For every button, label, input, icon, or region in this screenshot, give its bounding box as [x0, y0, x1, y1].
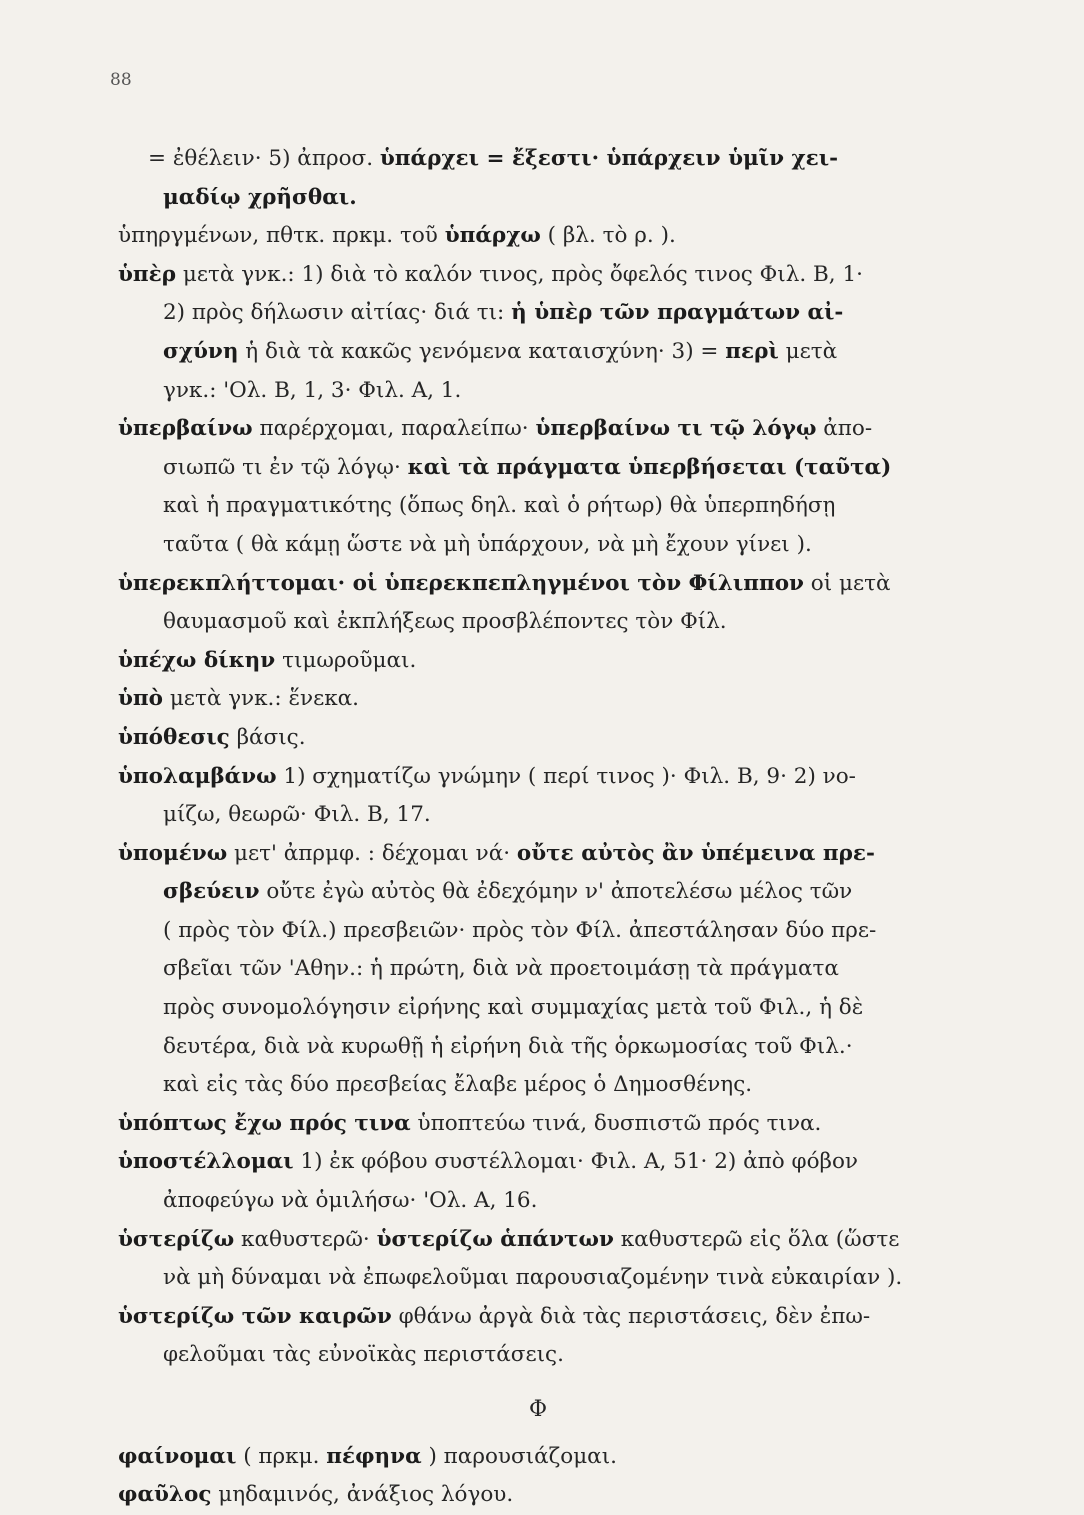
headword-text: ἡ ὑπὲρ τῶν πραγμάτων αἰ- — [511, 300, 844, 326]
headword-text: ὑπόπτως ἔχω πρός τινα — [118, 1110, 411, 1136]
section-heading-phi: Φ — [528, 1397, 548, 1422]
definition-text: φελοῦμαι τὰς εὐνοϊκὰς περιστάσεις. — [163, 1342, 564, 1368]
definition-text: φθάνω ἀργὰ διὰ τὰς περιστάσεις, δὲν ἐπω- — [391, 1303, 871, 1329]
definition-text: σιωπῶ τι ἐν τῷ λόγῳ· — [163, 454, 408, 480]
headword-text: ὑπομένω — [118, 840, 228, 866]
text-line — [118, 410, 958, 449]
definition-text: καὶ εἰς τὰς δύο πρεσβείας ἔλαβε μέρος ὁ Δημοσθένης. — [163, 1072, 753, 1098]
definition-text: 1) σχηματίζω γνώμην ( περί τινος )· Φιλ. Β, 9· 2) νο- — [276, 763, 856, 789]
definition-text: οἱ μετὰ — [803, 570, 891, 596]
text-line — [118, 1476, 958, 1515]
headword-text: ὑπόθεσις — [118, 724, 230, 750]
definition-text: βάσις. — [229, 724, 306, 750]
definition-text: ἀποφεύγω νὰ ὁμιλήσω· 'Ολ. Α, 16. — [163, 1188, 538, 1214]
definition-text: γνκ.: 'Ολ. Β, 1, 3· Φιλ. Α, 1. — [163, 377, 462, 403]
definition-text: ( πρκμ. — [236, 1443, 327, 1469]
headword-text: ὑστερίζω τῶν καιρῶν — [118, 1303, 392, 1329]
definition-text: μετ' ἀπρμφ. : δέχομαι νά· — [227, 840, 517, 866]
definition-text: ( βλ. τὸ ρ. ). — [540, 223, 676, 249]
definition-text: μετὰ — [778, 338, 838, 364]
headword-text: πέφηνα — [326, 1443, 422, 1469]
text-line — [118, 1298, 958, 1337]
headword-text: καὶ τὰ πράγματα ὑπερβήσεται (ταῦτα) — [407, 454, 892, 480]
text-line — [118, 950, 958, 989]
text-line — [118, 1143, 958, 1182]
definition-text: καθυστερῶ εἰς ὅλα (ὥστε — [613, 1226, 900, 1252]
text-line — [118, 1336, 958, 1375]
definition-text: ὑποπτεύω τινά, δυσπιστῶ πρός τινα. — [410, 1110, 822, 1136]
text-line — [118, 526, 958, 565]
text-line — [118, 1259, 958, 1298]
definition-text: μίζω, θεωρῶ· Φιλ. Β, 17. — [163, 802, 431, 828]
definition-text: ἀπο- — [816, 416, 873, 442]
text-line — [118, 835, 958, 874]
text-line — [118, 217, 958, 256]
text-line — [118, 256, 958, 295]
definition-text: δευτέρα, διὰ νὰ κυρωθῇ ἡ εἰρήνη διὰ τῆς ὁρκωμοσίας τοῦ Φιλ.· — [163, 1033, 853, 1059]
headword-text: ὑστερίζω ἁπάντων — [376, 1226, 614, 1252]
text-line — [118, 719, 958, 758]
headword-text: ὑπὸ — [118, 686, 163, 712]
definition-text: τιμωροῦμαι. — [275, 647, 417, 673]
definition-text: μηδαμινός, ἀνάξιος λόγου. — [211, 1482, 514, 1508]
text-line — [118, 333, 958, 372]
text-line — [118, 1028, 958, 1067]
definition-text: σβεῖαι τῶν 'Αθην.: ἡ πρώτη, διὰ νὰ προετοιμάσῃ τὰ πράγματα — [163, 956, 839, 982]
headword-text: ὑστερίζω — [118, 1226, 235, 1252]
headword-text: ὑπερβαίνω — [118, 416, 253, 442]
text-line — [118, 603, 958, 642]
text-line — [118, 873, 958, 912]
headword-text: οὔτε αὐτὸς ἂν ὑπέμεινα πρε- — [516, 840, 875, 866]
headword-text: ὑπάρχει = ἔξεστι· ὑπάρχειν ὑμῖν χει- — [379, 146, 839, 171]
definition-text: μετὰ γνκ.: 1) διὰ τὸ καλόν τινος, πρὸς ὄφελός τινος Φιλ. Β, 1· — [176, 261, 863, 287]
definition-text: = ἐθέλειν· 5) ἀπροσ. — [148, 146, 380, 171]
text-line — [118, 449, 958, 488]
headword-text: φαῦλος — [118, 1482, 212, 1508]
definition-text: νὰ μὴ δύναμαι νὰ ἐπωφελοῦμαι παρουσιαζομένην τινὰ εὐκαιρίαν ). — [163, 1265, 903, 1291]
headword-text: φαίνομαι — [118, 1443, 237, 1469]
definition-text: ταῦτα ( θὰ κάμῃ ὥστε νὰ μὴ ὑπάρχουν, νὰ μὴ ἔχουν γίνει ). — [163, 531, 812, 557]
text-line — [118, 1066, 958, 1105]
definition-text: ἡ διὰ τὰ κακῶς γενόμενα καταισχύνη· 3) = — [238, 338, 726, 364]
definition-text: παρέρχομαι, παραλείπω· — [252, 416, 536, 442]
definition-text: καθυστερῶ· — [234, 1226, 377, 1252]
definition-text: μετὰ γνκ.: ἕνεκα. — [163, 686, 359, 712]
entries-upsilon — [118, 140, 958, 1375]
headword-text: ὑπερβαίνω τι τῷ λόγῳ — [535, 416, 817, 442]
definition-text: καὶ ἡ πραγματικότης (ὅπως δηλ. καὶ ὁ ρήτωρ) θὰ ὑπερπηδήσῃ — [163, 493, 836, 519]
text-line — [118, 294, 958, 333]
definition-text: πρὸς συνομολόγησιν εἰρήνης καὶ συμμαχίας μετὰ τοῦ Φιλ., ἡ δὲ — [163, 995, 864, 1021]
text-line — [118, 1438, 958, 1477]
dictionary-text — [118, 140, 958, 1515]
text-line — [118, 680, 958, 719]
definition-text: 1) ἐκ φόβου συστέλλομαι· Φιλ. Α, 51· 2) ἀπὸ φόβον — [293, 1149, 858, 1175]
definition-text: οὔτε ἐγὼ αὐτὸς θὰ ἐδεχόμην ν' ἀποτελέσω μέλος τῶν — [259, 879, 853, 905]
text-line — [118, 796, 958, 835]
text-line — [118, 179, 958, 218]
text-line — [118, 140, 958, 179]
headword-text: ὑπολαμβάνω — [118, 763, 277, 789]
text-line — [118, 758, 958, 797]
text-line — [118, 1105, 958, 1144]
definition-text: ) παρουσιάζομαι. — [421, 1443, 617, 1469]
definition-text: θαυμασμοῦ καὶ ἐκπλήξεως προσβλέποντες τὸν Φίλ. — [163, 609, 727, 635]
text-line — [118, 487, 958, 526]
definition-text: ὑπηργμένων, πθτκ. πρκμ. τοῦ — [118, 223, 445, 249]
text-line — [118, 1221, 958, 1260]
text-line — [118, 989, 958, 1028]
definition-text: ( πρὸς τὸν Φίλ.) πρεσβειῶν· πρὸς τὸν Φίλ. ἀπεστάλησαν δύο πρε- — [163, 917, 877, 943]
headword-text: σχύνη — [163, 338, 239, 364]
headword-text: ὑπέχω δίκην — [118, 647, 276, 673]
headword-text: σβεύειν — [163, 879, 260, 905]
definition-text: 2) πρὸς δήλωσιν αἰτίας· διά τι: — [163, 300, 512, 326]
text-line — [118, 912, 958, 951]
page-number: 88 — [110, 70, 132, 90]
text-line — [118, 372, 958, 411]
text-line — [118, 642, 958, 681]
headword-text: μαδίῳ χρῆσθαι. — [163, 184, 357, 210]
headword-text: περὶ — [725, 338, 779, 364]
headword-text: ὑπερεκπλήττομαι· οἱ ὑπερεκπεπληγμένοι τὸν Φίλιππον — [118, 570, 804, 596]
text-line — [118, 565, 958, 604]
entries-phi — [118, 1438, 958, 1515]
headword-text: ὑποστέλλομαι — [118, 1149, 294, 1175]
headword-text: ὑπάρχω — [444, 223, 541, 249]
headword-text: ὑπὲρ — [118, 261, 177, 287]
text-line — [118, 1182, 958, 1221]
